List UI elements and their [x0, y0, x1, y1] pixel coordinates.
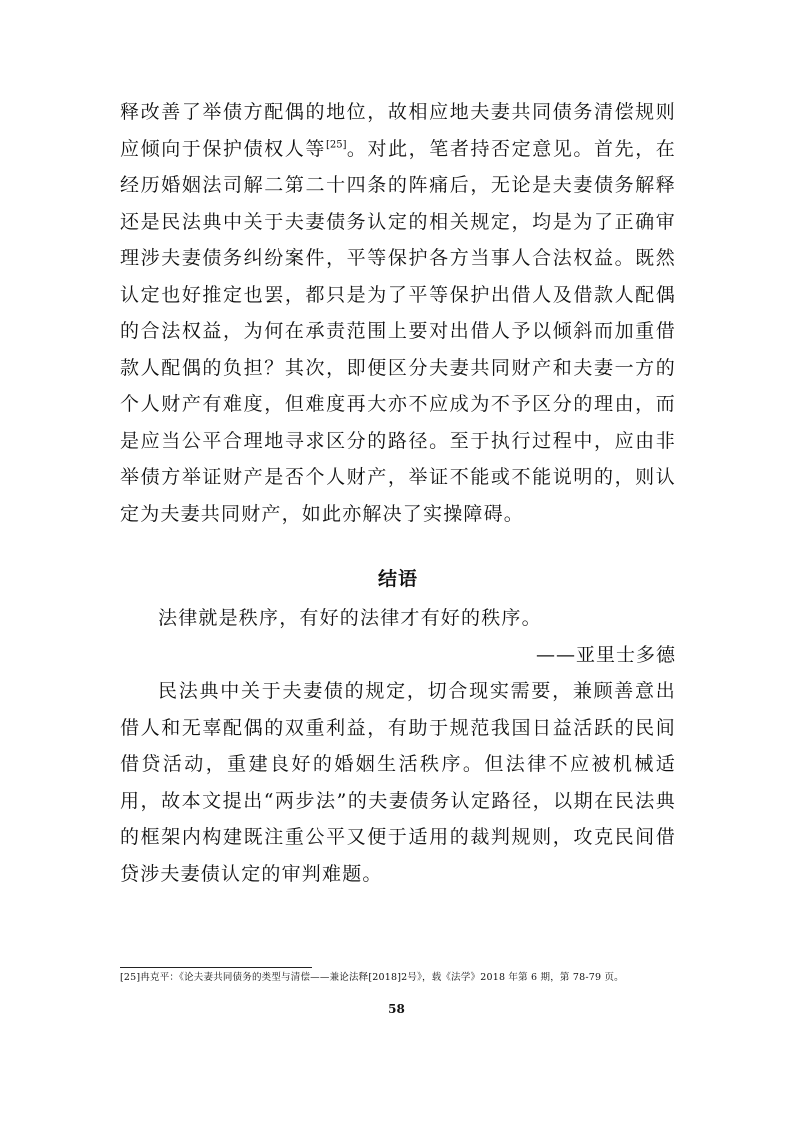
conclusion-paragraph: 民法典中关于夫妻债的规定，切合现实需要，兼顾善意出借人和无辜配偶的双重利益，有助于规范我国日益活跃的民间借贷活动，重建良好的婚姻生活秩序。但法律不应被机械适用，故本文提出“两步法”的夫妻债务认定路径，以期在民法典的框架内构建既注重公平又便于适用的裁判规则，攻克民间借贷涉夫妻债认定的审判难题。 [120, 680, 676, 885]
footnote-reference[interactable]: [25] [325, 139, 347, 151]
body-paragraph-continued [120, 94, 676, 532]
quote-attribution: ——亚里士多德 [535, 644, 676, 666]
page-number: 58 [388, 1002, 405, 1016]
footnote: [25]冉克平：《论夫妻共同债务的类型与清偿——兼论法释[2018]2号》，载《法学》2018 年第 6 期，第 78-79 页。 [120, 972, 624, 983]
epigraph-quote: 法律就是秩序，有好的法律才有好的秩序。 [158, 607, 542, 629]
section-heading: 结语 [377, 568, 418, 590]
paragraph-text-after-ref: 。对此，笔者持否定意见。首先，在经历婚姻法司解二第二十四条的阵痛后，无论是夫妻债务解释还是民法典中关于夫妻债务认定的相关规定，均是为了正确审理涉夫妻债务纠纷案件，平等保护各方当事人合法权益。既然认定也好推定也罢，都只是为了平等保护出借人及借款人配偶的合法权益，为何在承责范围上要对出借人予以倾斜而加重借款人配偶的负担？其次，即便区分夫妻共同财产和夫妻一方的个人财产有难度，但难度再大亦不应成为不予区分的理由，而是应当公平合理地寻求区分的路径。至于执行过程中，应由非举债方举证财产是否个人财产，举证不能或不能说明的，则认定为夫妻共同财产，如此亦解决了实操障碍。 [120, 137, 676, 525]
paragraph-text-before-ref: 释改善了举债方配偶的地位，故相应地夫妻共同债务清偿规则应倾向于保护债权人等 [120, 101, 676, 160]
footnote-divider [120, 967, 312, 968]
